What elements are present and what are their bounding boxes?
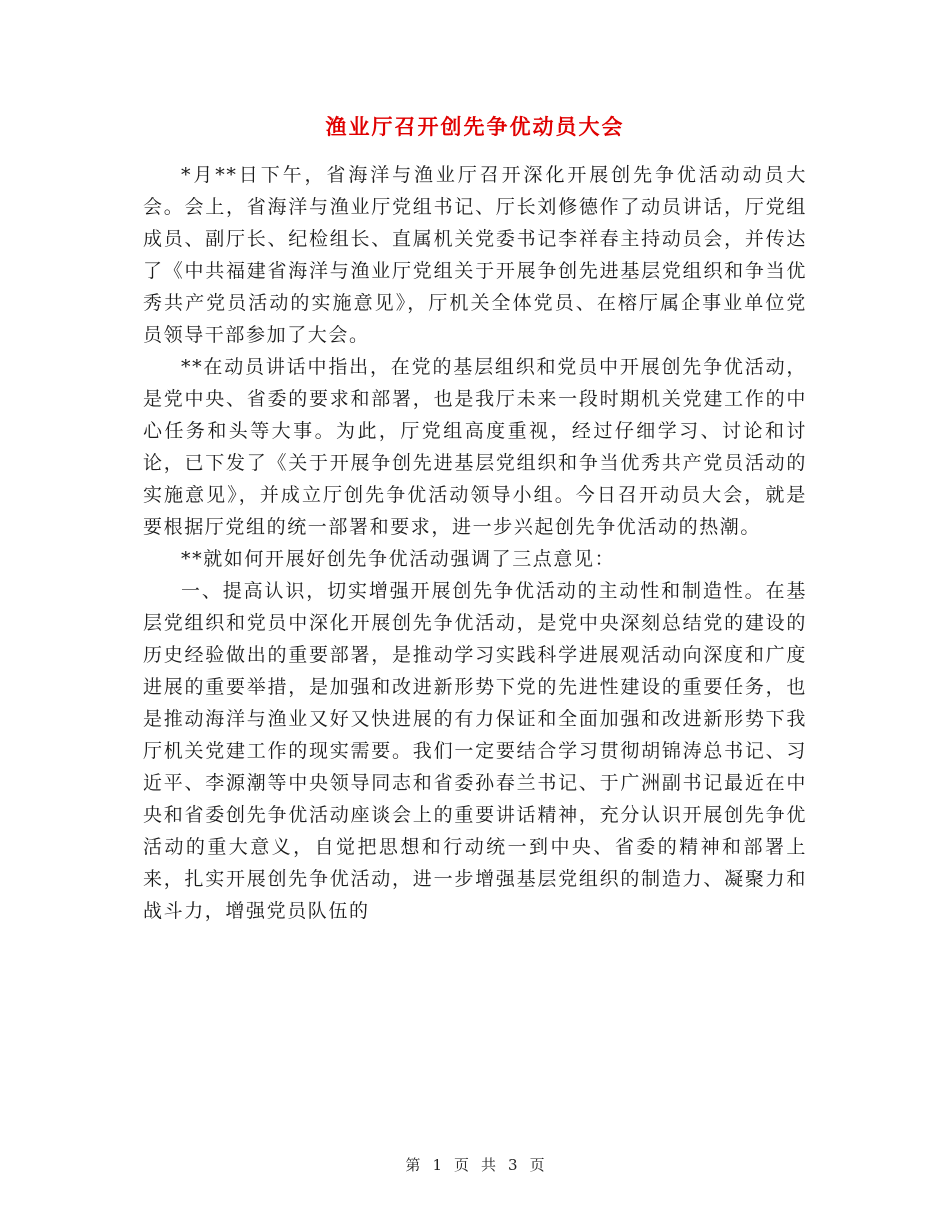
paragraph-4: 一、提高认识，切实增强开展创先争优活动的主动性和制造性。在基层党组织和党员中深化开展创先争优活动，是党中央深刻总结党的建设的历史经验做出的重要部署，是推动学习实践科学进展观活动向深度和广度进展的重要举措，是加强和改进新形势下党的先进性建设的重要任务，也是推动海洋与渔业又好又快进展的有力保证和全面加强和改进新形势下我厅机关党建工作的现实需要。我们一定要结合学习贯彻胡锦涛总书记、习近平、李源潮等中央领导同志和省委孙春兰书记、于广洲副书记最近在中央和省委创先争优活动座谈会上的重要讲话精神，充分认识开展创先争优活动的重大意义，自觉把思想和行动统一到中央、省委的精神和部署上来，扎实开展创先争优活动，进一步增强基层党组织的制造力、凝聚力和战斗力，增强党员队伍的 bbox=[143, 580, 807, 922]
paragraph-2: **在动员讲话中指出，在党的基层组织和党员中开展创先争优活动，是党中央、省委的要求和部署，也是我厅未来一段时期机关党建工作的中心任务和头等大事。为此，厅党组高度重视，经过仔细学习、讨论和讨论，已下发了《关于开展争创先进基层党组织和争当优秀共产党员活动的实施意见》，并成立厅创先争优活动领导小组。今日召开动员大会，就是要根据厅党组的统一部署和要求，进一步兴起创先争优活动的热潮。 bbox=[143, 356, 807, 538]
paragraph-1: *月**日下午，省海洋与渔业厅召开深化开展创先争优活动动员大会。会上，省海洋与渔业厅党组书记、厅长刘修德作了动员讲话，厅党组成员、副厅长、纪检组长、直属机关党委书记李祥春主持动员会，并传达了《中共福建省海洋与渔业厅党组关于开展争创先进基层党组织和争当优秀共产党员活动的实施意见》，厅机关全体党员、在榕厅属企事业单位党员领导干部参加了大会。 bbox=[143, 164, 807, 346]
footer-total-label: 共 bbox=[481, 1156, 497, 1174]
footer-total-pages: 3 bbox=[508, 1156, 518, 1174]
document-body bbox=[143, 159, 807, 927]
page-footer bbox=[0, 1154, 950, 1175]
paragraph-3: **就如何开展好创先争优活动强调了三点意见： bbox=[181, 548, 616, 570]
footer-page-number: 1 bbox=[432, 1156, 442, 1174]
footer-total-unit: 页 bbox=[529, 1156, 545, 1174]
footer-page-label: 第 bbox=[405, 1156, 421, 1174]
document-title: 渔业厅召开创先争优动员大会 bbox=[325, 115, 625, 139]
footer-page-unit: 页 bbox=[453, 1156, 469, 1174]
